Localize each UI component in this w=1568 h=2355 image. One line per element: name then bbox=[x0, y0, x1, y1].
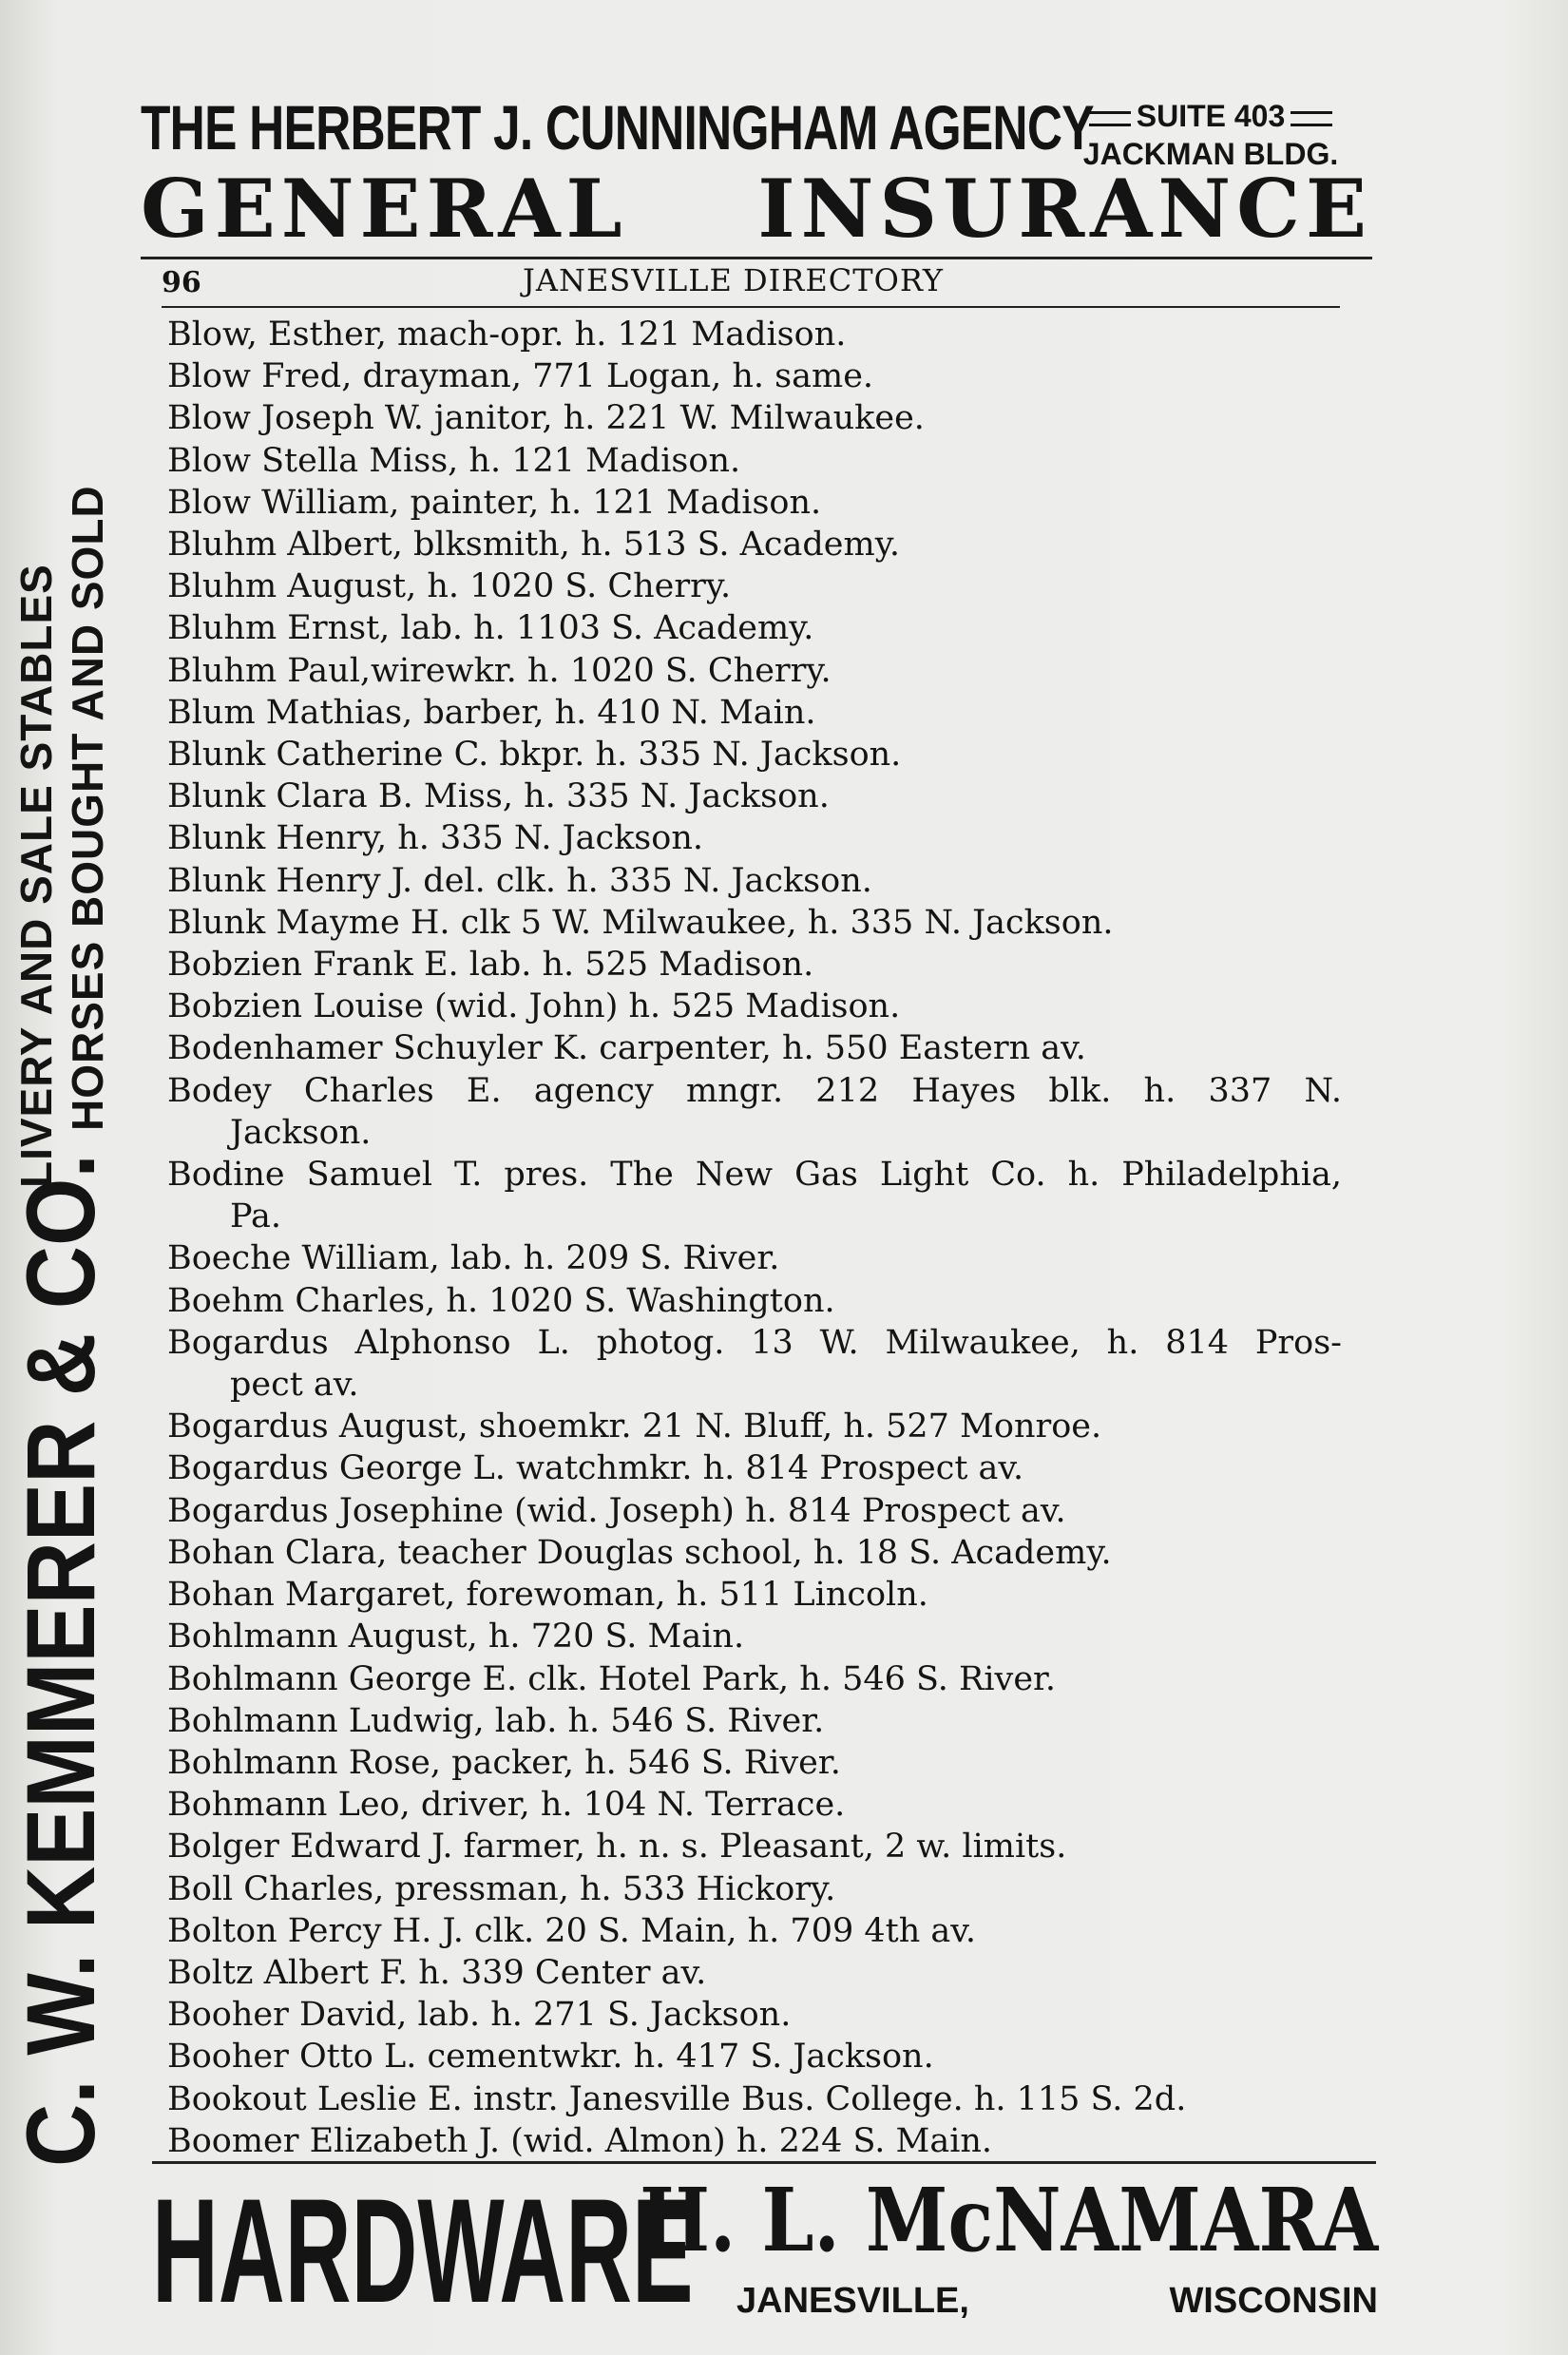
livery-advertisement bbox=[8, 266, 114, 2167]
list-item bbox=[167, 734, 1342, 775]
merchant-state: WISCONSIN bbox=[1169, 2281, 1378, 2321]
list-item bbox=[167, 1447, 1342, 1489]
list-item bbox=[167, 1574, 1342, 1616]
list-item bbox=[167, 2120, 1342, 2162]
entry-text: Bodine Samuel T. pres. The New Gas Light Co. h. Philadelphia, bbox=[167, 1156, 1342, 1195]
entry-text: Bolger Edward J. farmer, h. n. s. Pleasant, 2 w. limits. bbox=[167, 1828, 1067, 1867]
list-item bbox=[167, 692, 1342, 734]
suite-number: SUITE 403 bbox=[1136, 99, 1286, 133]
list-item bbox=[167, 1952, 1342, 1994]
merchant-name: H. L. McNAMARA bbox=[639, 2169, 1378, 2271]
agency-name: THE HERBERT J. CUNNINGHAM AGENCY bbox=[141, 92, 1094, 163]
decorative-rule-icon bbox=[1291, 111, 1332, 126]
entry-text: Blunk Henry, h. 335 N. Jackson. bbox=[167, 819, 703, 858]
decorative-rule-icon bbox=[1089, 111, 1131, 126]
list-item bbox=[167, 1027, 1342, 1069]
entry-text: Bogardus Alphonso L. photog. 13 W. Milwaukee, h. 814 Pros- bbox=[167, 1323, 1342, 1362]
list-item bbox=[167, 1490, 1342, 1532]
entry-text: Bobzien Louise (wid. John) h. 525 Madison. bbox=[167, 987, 901, 1026]
entry-text: Bluhm Paul,wirewkr. h. 1020 S. Cherry. bbox=[167, 651, 832, 690]
list-item bbox=[167, 355, 1342, 397]
list-item bbox=[167, 817, 1342, 859]
entry-text: Blow Fred, drayman, 771 Logan, h. same. bbox=[167, 357, 874, 396]
entry-text: Bogardus George L. watchmkr. h. 814 Prospect av. bbox=[167, 1449, 1024, 1488]
entry-continuation: Jackson. bbox=[230, 1113, 372, 1152]
list-item bbox=[167, 1658, 1342, 1700]
list-item bbox=[167, 1868, 1342, 1910]
hardware-heading: HARDWARE bbox=[152, 2169, 694, 2334]
list-item bbox=[167, 482, 1342, 524]
merchant-city: JANESVILLE, bbox=[736, 2281, 969, 2321]
list-item bbox=[167, 1742, 1342, 1784]
entry-text: Blow, Esther, mach-opr. h. 121 Madison. bbox=[167, 316, 847, 354]
livery-line-1: LIVERY AND SALE STABLES bbox=[11, 564, 61, 1188]
entry-text: Booher David, lab. h. 271 S. Jackson. bbox=[167, 1996, 792, 2035]
footer-rule bbox=[152, 2161, 1376, 2164]
list-item bbox=[167, 986, 1342, 1027]
entry-text: Blunk Clara B. Miss, h. 335 N. Jackson. bbox=[167, 777, 830, 816]
list-item bbox=[167, 314, 1342, 355]
entry-text: Bodenhamer Schuyler K. carpenter, h. 550 Eastern av. bbox=[167, 1029, 1086, 1068]
entry-text: Bohlmann George E. clk. Hotel Park, h. 546 S. River. bbox=[167, 1659, 1057, 1698]
entry-text: Boehm Charles, h. 1020 S. Washington. bbox=[167, 1281, 835, 1320]
entry-text: Blow Stella Miss, h. 121 Madison. bbox=[167, 441, 741, 480]
list-item bbox=[167, 2078, 1342, 2120]
directory-listings bbox=[167, 314, 1342, 2162]
list-item bbox=[167, 524, 1342, 565]
entry-text: Blum Mathias, barber, h. 410 N. Main. bbox=[167, 693, 816, 732]
list-item bbox=[167, 2036, 1342, 2077]
entry-text: Boltz Albert F. h. 339 Center av. bbox=[167, 1953, 707, 1992]
list-item bbox=[167, 1826, 1342, 1867]
list-item bbox=[167, 440, 1342, 482]
list-item bbox=[167, 1532, 1342, 1574]
page-number: 96 bbox=[162, 266, 201, 299]
entry-text: Bogardus August, shoemkr. 21 N. Bluff, h. 527 Monroe. bbox=[167, 1407, 1102, 1446]
list-item bbox=[167, 1910, 1342, 1952]
entry-text: Bohlmann August, h. 720 S. Main. bbox=[167, 1618, 745, 1656]
header-rule-bottom bbox=[162, 306, 1340, 308]
list-item bbox=[167, 1784, 1342, 1826]
entry-text: Bogardus Josephine (wid. Joseph) h. 814 Prospect av. bbox=[167, 1491, 1066, 1530]
entry-text: Bobzien Frank E. lab. h. 525 Madison. bbox=[167, 946, 814, 985]
entry-text: Boeche William, lab. h. 209 S. River. bbox=[167, 1239, 780, 1278]
header-rule-top bbox=[141, 257, 1372, 259]
entry-text: Bluhm August, h. 1020 S. Cherry. bbox=[167, 567, 732, 606]
list-item bbox=[167, 1994, 1342, 2036]
entry-text: Boomer Elizabeth J. (wid. Almon) h. 224 S. Main. bbox=[167, 2121, 993, 2160]
list-item bbox=[167, 1700, 1342, 1742]
entry-text: Bohan Margaret, forewoman, h. 511 Lincoln. bbox=[167, 1576, 928, 1615]
entry-continuation: Pa. bbox=[230, 1197, 281, 1236]
entry-text: Bohmann Leo, driver, h. 104 N. Terrace. bbox=[167, 1786, 846, 1825]
list-item bbox=[167, 1322, 1342, 1406]
running-head: JANESVILLE DIRECTORY bbox=[523, 262, 945, 298]
list-item bbox=[167, 1237, 1342, 1279]
building-name: JACKMAN BLDG. bbox=[1082, 137, 1339, 171]
list-item bbox=[167, 860, 1342, 902]
suite-line bbox=[1049, 97, 1372, 135]
list-item bbox=[167, 1280, 1342, 1322]
livery-company-name: C. W. KEMMERER & CO. bbox=[7, 1154, 115, 2167]
entry-text: Bolton Percy H. J. clk. 20 S. Main, h. 709 4th av. bbox=[167, 1911, 976, 1950]
entry-text: Blow Joseph W. janitor, h. 221 W. Milwaukee. bbox=[167, 399, 925, 438]
entry-text: Boll Charles, pressman, h. 533 Hickory. bbox=[167, 1869, 836, 1908]
livery-advertisement-rotated bbox=[8, 266, 114, 2167]
entry-text: Bohlmann Ludwig, lab. h. 546 S. River. bbox=[167, 1701, 825, 1740]
entry-text: Blunk Mayme H. clk 5 W. Milwaukee, h. 335 N. Jackson. bbox=[167, 903, 1114, 942]
entry-text: Booher Otto L. cementwkr. h. 417 S. Jackson. bbox=[167, 2038, 934, 2077]
list-item bbox=[167, 1070, 1342, 1154]
list-item bbox=[167, 1616, 1342, 1657]
entry-continuation: pect av. bbox=[230, 1366, 359, 1405]
entry-text: Blunk Henry J. del. clk. h. 335 N. Jackson. bbox=[167, 861, 872, 900]
list-item bbox=[167, 775, 1342, 817]
entry-text: Blow William, painter, h. 121 Madison. bbox=[167, 483, 822, 522]
entry-text: Bodey Charles E. agency mngr. 212 Hayes blk. h. 337 N. bbox=[167, 1071, 1342, 1110]
insurance-advertisement bbox=[141, 91, 1372, 256]
list-item bbox=[167, 1154, 1342, 1237]
list-item bbox=[167, 944, 1342, 986]
entry-text: Bluhm Albert, blksmith, h. 513 S. Academy. bbox=[167, 526, 900, 565]
entry-text: Bluhm Ernst, lab. h. 1103 S. Academy. bbox=[167, 609, 814, 648]
entry-text: Bookout Leslie E. instr. Janesville Bus. College. h. 115 S. 2d. bbox=[167, 2079, 1187, 2118]
list-item bbox=[167, 397, 1342, 439]
list-item bbox=[167, 902, 1342, 944]
entry-text: Bohan Clara, teacher Douglas school, h. 18 S. Academy. bbox=[167, 1533, 1112, 1572]
list-item bbox=[167, 565, 1342, 607]
livery-line-2: HORSES BOUGHT AND SOLD bbox=[63, 485, 112, 1131]
list-item bbox=[167, 607, 1342, 649]
list-item bbox=[167, 1406, 1342, 1447]
hardware-advertisement bbox=[152, 2171, 1378, 2332]
list-item bbox=[167, 650, 1342, 692]
insurance-tagline: GENERAL INSURANCE bbox=[141, 162, 1372, 256]
entry-text: Bohlmann Rose, packer, h. 546 S. River. bbox=[167, 1743, 841, 1782]
entry-text: Blunk Catherine C. bkpr. h. 335 N. Jackson. bbox=[167, 736, 902, 775]
